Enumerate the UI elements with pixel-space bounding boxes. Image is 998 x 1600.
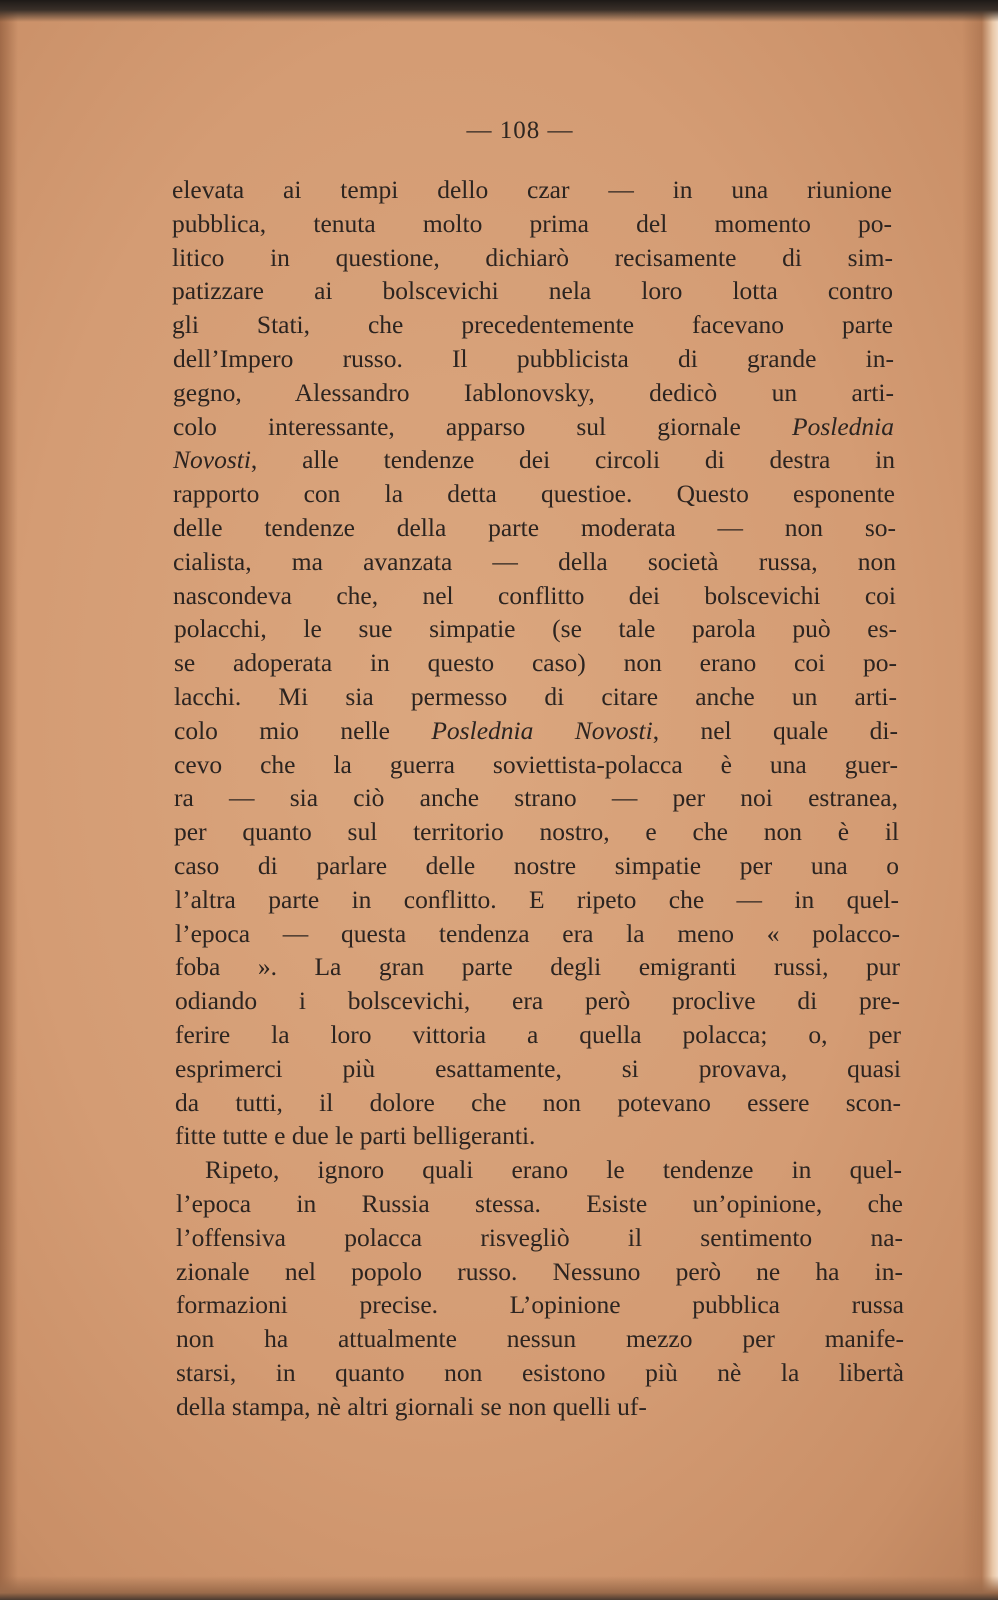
text-line [176, 1390, 905, 1424]
text-segment: l’epoca — questa tendenza era la meno « polacco- [175, 918, 900, 948]
text-segment: caso di parlare delle nostre simpatie per una o [174, 851, 899, 880]
page-right-edge [962, 0, 998, 1600]
text-line [173, 545, 896, 579]
text-line [174, 680, 897, 714]
text-segment: lacchi. Mi sia permesso di citare anche un arti- [174, 682, 897, 711]
text-line [173, 410, 894, 444]
text-segment: rapporto con la detta questioe. Questo esponente [173, 479, 895, 509]
text-line [173, 376, 894, 410]
page-bottom-edge [0, 1576, 998, 1600]
text-line [176, 1221, 903, 1255]
text-segment: , nel quale di- [652, 715, 898, 745]
text-segment: pubblica, tenuta molto prima del momento po- [172, 208, 892, 238]
text-segment: l’epoca in Russia stessa. Esiste un’opinione, che [176, 1189, 903, 1218]
text-segment: cevo che la guerra soviettista-polacca è una guer- [174, 749, 898, 779]
text-line [173, 342, 894, 376]
text-line [173, 477, 895, 511]
text-line [173, 443, 895, 477]
page-left-edge [0, 0, 18, 1600]
text-segment: ra — sia ciò anche strano — per noi estranea, [174, 783, 898, 813]
text-line [174, 714, 898, 748]
text-segment: patizzare ai bolscevichi nela loro lotta contro [172, 276, 893, 306]
text-line [176, 1187, 903, 1221]
text-segment: Poslednia [792, 411, 894, 441]
text-segment: Ripeto, ignoro quali erano le tendenze in quel- [205, 1155, 902, 1185]
text-segment: gegno, Alessandro Iablonovsky, dedicò un arti- [173, 377, 894, 407]
text-line [172, 241, 893, 275]
text-line [172, 173, 892, 207]
text-segment: ferire la loro vittoria a quella polacca; o, per [175, 1020, 901, 1049]
text-line [176, 1288, 904, 1322]
text-line [176, 1322, 904, 1356]
text-segment: dell’Impero russo. Il pubblicista di grande in- [173, 344, 894, 373]
text-segment: fitte tutte e due le parti belligeranti. [175, 1121, 536, 1151]
text-segment: delle tendenze della parte moderata — non so- [173, 513, 896, 542]
text-segment: da tutti, il dolore che non potevano essere scon- [175, 1087, 901, 1117]
text-line [174, 781, 898, 815]
text-segment: Novosti [173, 445, 251, 475]
text-line [175, 1018, 901, 1052]
text-line [172, 207, 892, 241]
text-segment: per quanto sul territorio nostro, e che non è il [174, 817, 899, 847]
text-segment: colo interessante, apparso sul giornale [173, 411, 792, 441]
text-line [172, 274, 893, 308]
text-segment: litico in questione, dichiarò recisamente di sim- [172, 242, 893, 272]
text-line [173, 579, 896, 613]
text-line [175, 984, 900, 1018]
text-line [175, 917, 900, 951]
page-number: — 108 — [466, 117, 574, 144]
text-line [175, 950, 900, 984]
text-segment: colo mio nelle [174, 715, 432, 745]
text-line [173, 511, 896, 545]
text-segment: gli Stati, che precedentemente facevano parte [172, 310, 893, 340]
text-segment: formazioni precise. L’opinione pubblica russa [176, 1290, 904, 1320]
text-segment: l’offensiva polacca risvegliò il sentimento na- [176, 1222, 903, 1252]
text-segment: nascondeva che, nel conflitto dei bolscevichi coi [173, 580, 896, 610]
text-segment: starsi, in quanto non esistono più nè la libertà [176, 1358, 904, 1387]
text-line [176, 1255, 903, 1289]
text-segment: esprimerci più esattamente, si provava, quasi [175, 1053, 901, 1083]
page-top-edge [0, 0, 998, 22]
text-segment: foba ». La gran parte degli emigranti russi, pur [175, 952, 900, 982]
text-segment: odiando i bolscevichi, era però proclive di pre- [175, 986, 900, 1016]
text-line [174, 815, 899, 849]
text-line [174, 612, 897, 646]
text-line [172, 308, 893, 342]
text-line [205, 1153, 902, 1187]
text-segment: della stampa, nè altri giornali se non quelli uf- [176, 1391, 647, 1421]
text-segment: non ha attualmente nessun mezzo per manife- [176, 1324, 904, 1354]
text-segment: l’altra parte in conflitto. E ripeto che — in quel- [175, 884, 899, 914]
text-segment: se adoperata in questo caso) non erano coi po- [174, 648, 897, 678]
text-segment: , alle tendenze dei circoli di destra in [250, 445, 895, 475]
text-segment: zionale nel popolo russo. Nessuno però ne ha in- [176, 1256, 903, 1286]
text-line [175, 883, 899, 917]
text-segment: elevata ai tempi dello czar — in una riunione [172, 175, 892, 204]
text-segment: polacchi, le sue simpatie (se tale parola può es- [174, 614, 897, 644]
text-line [174, 748, 898, 782]
text-line [174, 849, 899, 883]
text-line [175, 1052, 901, 1086]
text-line [174, 646, 897, 680]
text-segment: cialista, ma avanzata — della società russa, non [173, 546, 896, 576]
text-line [176, 1356, 904, 1390]
text-line [175, 1086, 901, 1120]
text-segment: Poslednia Novosti [431, 715, 653, 745]
text-line [175, 1119, 902, 1153]
